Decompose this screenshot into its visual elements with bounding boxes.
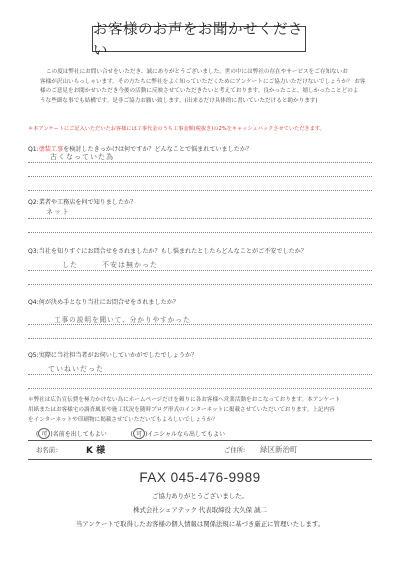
- answer-line: [28, 284, 372, 285]
- intro-line: うな些細な事でも結構です。是非ご協力お願い致します。(出来るだけ具体的に書いていただけると助かります): [40, 97, 318, 104]
- answer-line: [28, 374, 372, 375]
- name-address-row: [28, 440, 372, 460]
- question-1-answer: 古くなっていた為: [50, 153, 114, 161]
- option-initials-label: イニシャルなら出してもよい: [147, 431, 225, 438]
- answer-line: [28, 176, 372, 177]
- answer-line: [28, 270, 372, 271]
- question-3-label: Q3:当社を知りすぐにお問合せをされましたか？もし悩まれたとしたらどんなことがご不安でしたか？: [28, 248, 307, 255]
- company-name: 株式会社シェアテック 代表取締役 大久保 誠二: [133, 506, 267, 514]
- question-4-answer: 工事の説明を聞いて、分かりやすかった: [54, 316, 191, 324]
- thanks-text: ご協力ありがとうございました。: [152, 492, 248, 500]
- question-4-label: Q4:何が決め手となり当社にお問合せをされましたか？: [28, 299, 179, 306]
- page-title: お客様のお声をお聞かせください: [92, 26, 306, 52]
- answer-line: [28, 388, 372, 389]
- intro-line: 様のご意見をお聞かせいただき今後の活動に反映させていただきたいと考えております。良かったこと、嬉しかったことどのよ: [40, 88, 359, 95]
- selected-mark: 可: [133, 428, 145, 439]
- fax-number: FAX 045-476-9989: [139, 470, 261, 485]
- intro-text: [40, 68, 370, 106]
- option-initials[interactable]: ( 可 )イニシャルなら出してもよい: [131, 431, 225, 438]
- question-2-answer: ネット: [46, 208, 70, 216]
- answer-line: [28, 324, 372, 325]
- answer-line: [28, 232, 372, 233]
- question-1-label: Q1:塗装工事を検討したきっかけは何ですか？どんなことで悩まれていましたか？: [28, 146, 253, 153]
- answer-line: [28, 338, 372, 339]
- address-label: ご住所:: [224, 446, 246, 454]
- publication-line: をインターネットや印刷物に掲載させていただいてもよろしいでしょうか？: [28, 416, 218, 423]
- answer-line: [28, 190, 372, 191]
- option-full-name[interactable]: ( 可 )名前を出してもよい: [36, 431, 107, 438]
- question-5-answer: ていねいだった: [48, 365, 104, 373]
- intro-line: 客様が沢山いらっしゃいます。その方たちに弊社をよく知っていただくためにアンケートにご協力いただけないでしょうか？ お客: [40, 78, 366, 85]
- answer-line: [28, 162, 372, 163]
- cashback-note: ＊本アンケートにご記入いただいたお客様には工事代金のうち工事金額(税抜き)の2%をキャッシュバックさせていただきます。: [28, 126, 325, 132]
- question-3-answer: した 不安は無かった: [62, 261, 158, 269]
- question-5-label: Q5:実際に当社担当者がお伺いしていかがでしたでしょうか？: [28, 352, 198, 359]
- privacy-note: 当アンケートで取得したお客様の個人情報は関係法規に基づき厳正に管理いたします。: [75, 520, 325, 528]
- question-2-label: Q2:業者や工務店を何で知りましたか？: [28, 199, 137, 206]
- intro-line: この度は弊社にお問い合せをいただき、誠にありがとうございました。世の中には弊社の存在やサービスをご存知ないお: [46, 69, 348, 75]
- publication-line: 用紙またはお客様宅の調査風景や施工状況を随時ブログ形式のインターネットに掲載させていただいております。上記内容: [28, 406, 335, 413]
- answer-line: [28, 218, 372, 219]
- permission-options: [36, 428, 225, 439]
- name-value: K 様: [86, 446, 106, 456]
- option-full-name-label: 名前を出してもよい: [52, 431, 107, 438]
- address-value: 緑区新治町: [260, 445, 298, 454]
- publication-request: [28, 396, 376, 425]
- selected-mark: 可: [38, 428, 50, 439]
- publication-line: ＊弊社は広告宣伝費を極力かけない為にホームページだけを頼りに各お客様へ営業活動をおこなっております。本アンケート: [28, 397, 341, 403]
- name-label: お名前:: [36, 446, 58, 454]
